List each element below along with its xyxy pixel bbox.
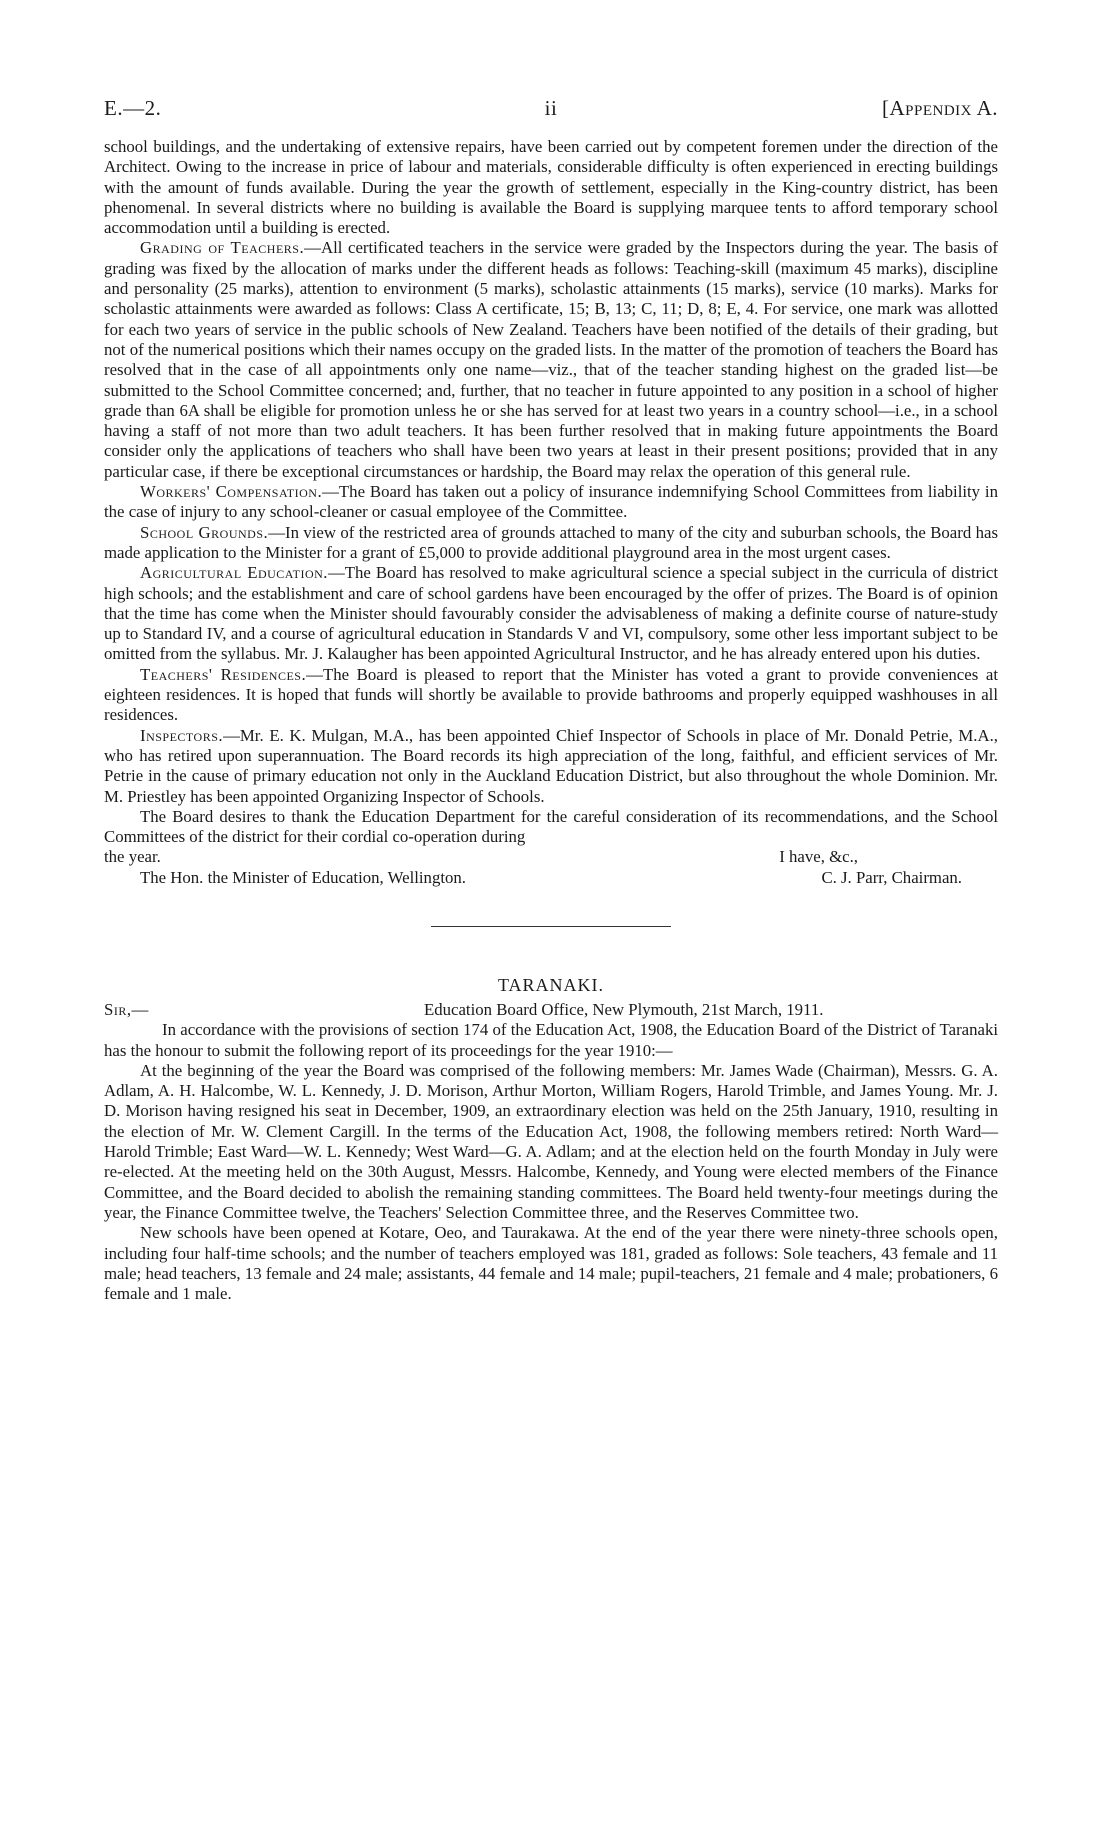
paragraph-members: At the beginning of the year the Board was comprised of the following members: Mr. James Wade (Chairman), Messrs. G. A. Adlam, A. H. Halcombe, W. L. Kennedy, J. D. Morison, Arthur Morton, William Rogers, Harold Trimble, and James Young. Mr. J. D. Morison having resigned his seat in December, 1909, an extraordinary election was held on the 25th January, 1910, resulting in the election of Mr. W. Clement Cargill. In the terms of the Education Act, 1908, the following members retired: North Ward—Harold Trimble; East Ward—W. L. Kennedy; West Ward—G. A. Adlam; and at the election held on the fourth Monday in July were re-elected. At the meeting held on the 30th August, Messrs. Halcombe, Kennedy, and Young were elected members of the Finance Committee, and the Board decided to abolish the remaining standing committees. The Board held twenty-four meetings during the year, the Finance Committee twelve, the Teachers' Selection Committee three, and the Reserves Committee two.	[104, 1060, 998, 1222]
paragraph-agricultural	[104, 563, 998, 664]
paragraph-schools: New schools have been opened at Kotare, Oeo, and Taurakawa. At the end of the year there were ninety-three schools open, including four half-time schools; and the number of teachers employed was 181, graded as follows: Sole teachers, 43 female and 11 male; head teachers, 13 female and 24 male; assistants, 44 female and 14 male; pupil-teachers, 21 female and 4 male; probationers, 6 female and 1 male.	[104, 1223, 998, 1304]
paragraph-grounds	[104, 523, 998, 564]
body-inspectors: —Mr. E. K. Mulgan, M.A., has been appointed Chief Inspector of Schools in place of Mr. Donald Petrie, M.A., who has retired upon superannuation. The Board records its high appreciation of the long, faithful, and efficient services of Mr. Petrie in the cause of primary education not only in the Auckland Education District, but also throughout the whole Dominion. Mr. M. Priestley has been appointed Organizing Inspector of Schools.	[104, 725, 998, 806]
body-residences: —The Board is pleased to report that the Minister has voted a grant to provide conveniences at eighteen residences. It is hoped that funds will shortly be available to provide bathrooms and properly equipped washhouses in all residences.	[104, 664, 998, 725]
heading-agricultural: Agricultural Education.	[140, 563, 328, 583]
section-title: TARANAKI.	[497, 974, 605, 995]
header-right: [Appendix A.	[881, 96, 998, 120]
body-compensation: —The Board has taken out a policy of insurance indemnifying School Committees from liability in the case of injury to any school-cleaner or casual employee of the Committee.	[104, 482, 998, 522]
section-auckland-continued	[104, 137, 998, 847]
dateline: Education Board Office, New Plymouth, 21st March, 1911.	[424, 999, 824, 1019]
section-taranaki	[104, 1020, 998, 1304]
section-divider	[431, 926, 671, 927]
paragraph-intro: In accordance with the provisions of section 174 of the Education Act, 1908, the Education Board of the District of Taranaki has the honour to submit the following report of its proceedings for the year 1910:—	[104, 1020, 998, 1060]
paragraph-compensation	[104, 482, 998, 523]
salutation: Sir,—	[104, 999, 149, 1019]
paragraph-inspectors	[104, 726, 998, 807]
paragraph-grading	[104, 238, 998, 482]
body-agricultural: —The Board has resolved to make agricultural science a special subject in the curricula of district high schools; and the establishment and care of school gardens have been encouraged by the offer of prizes. The Board is of opinion that the time has come when the Minister should favourably consider the advisableness of making a definite course of nature-study up to Standard IV, and a course of agricultural education in Standards V and VI, compulsory, some other less important subject to be omitted from the syllabus. Mr. J. Kalaugher has been appointed Agricultural Instructor, and he has already entered upon his duties.	[104, 563, 999, 664]
heading-inspectors: Inspectors.	[140, 725, 224, 745]
document-page	[104, 96, 998, 1304]
header-page-number: ii	[544, 96, 558, 120]
paragraph-residences	[104, 665, 998, 726]
page-header	[104, 96, 998, 121]
closing-left: the year.	[104, 847, 161, 867]
signature-line	[104, 868, 998, 888]
paragraph-thanks: The Board desires to thank the Education Department for the careful consideration of its recommendations, and the School Committees of the district for their cordial co-operation during	[104, 806, 998, 847]
paragraph-buildings: school buildings, and the undertaking of extensive repairs, have been carried out by competent foremen under the direction of the Architect. Owing to the increase in price of labour and materials, considerable difficulty is often experienced in erecting buildings with the amount of funds available. During the year the growth of settlement, especially in the King-country district, has been phenomenal. In several districts where no building is available the Board is supplying marquee tents to afford temporary school accommodation until a building is erected.	[104, 137, 998, 238]
salutation-line	[104, 1000, 998, 1020]
closing-line	[104, 847, 998, 867]
addressee: The Hon. the Minister of Education, Wellington.	[140, 867, 466, 887]
signatory: C. J. Parr, Chairman.	[821, 867, 962, 887]
heading-compensation: Workers' Compensation.	[140, 482, 323, 502]
body-grounds: —In view of the restricted area of grounds attached to many of the city and suburban schools, the Board has made application to the Minister for a grant of £5,000 to provide additional playground area in the most urgent cases.	[104, 522, 998, 562]
body-grading: —All certificated teachers in the service were graded by the Inspectors during the year. The basis of grading was fixed by the allocation of marks under the different heads as follows: Teaching-skill (maximum 45 marks), discipline and personality (25 marks), attention to environment (5 marks), scholastic attainments (15 marks), service (10 marks). Marks for scholastic attainments were awarded as follows: Class A certificate, 15; B, 13; C, 11; D, 8; E, 4. For service, one mark was allotted for each two years of service in the public schools of New Zealand. Teachers have been notified of the details of their grading, but not of the numerical positions which their names occupy on the graded lists. In the matter of the promotion of teachers the Board has resolved that in the case of all appointments only one name—viz., that of the teacher standing highest on the graded list—be submitted to the School Committee concerned; and, further, that no teacher in future appointed to any position in a school of higher grade than 6A shall be eligible for promotion unless he or she has served for at least two years in a country school—i.e., in a school having a staff of not more than two adult teachers. It has been further resolved that in making future appointments the Board consider only the applications of teachers who shall have been two years at least in their present positions; provided that in any particular case, if there be exceptional circumstances or hardship, the Board may relax the operation of this general rule.	[104, 238, 998, 481]
heading-grounds: School Grounds.	[140, 522, 269, 542]
header-left: E.—2.	[104, 96, 162, 120]
heading-residences: Teachers' Residences.	[140, 664, 307, 684]
closing-right: I have, &c.,	[779, 847, 858, 867]
heading-grading: Grading of Teachers.	[140, 238, 305, 258]
